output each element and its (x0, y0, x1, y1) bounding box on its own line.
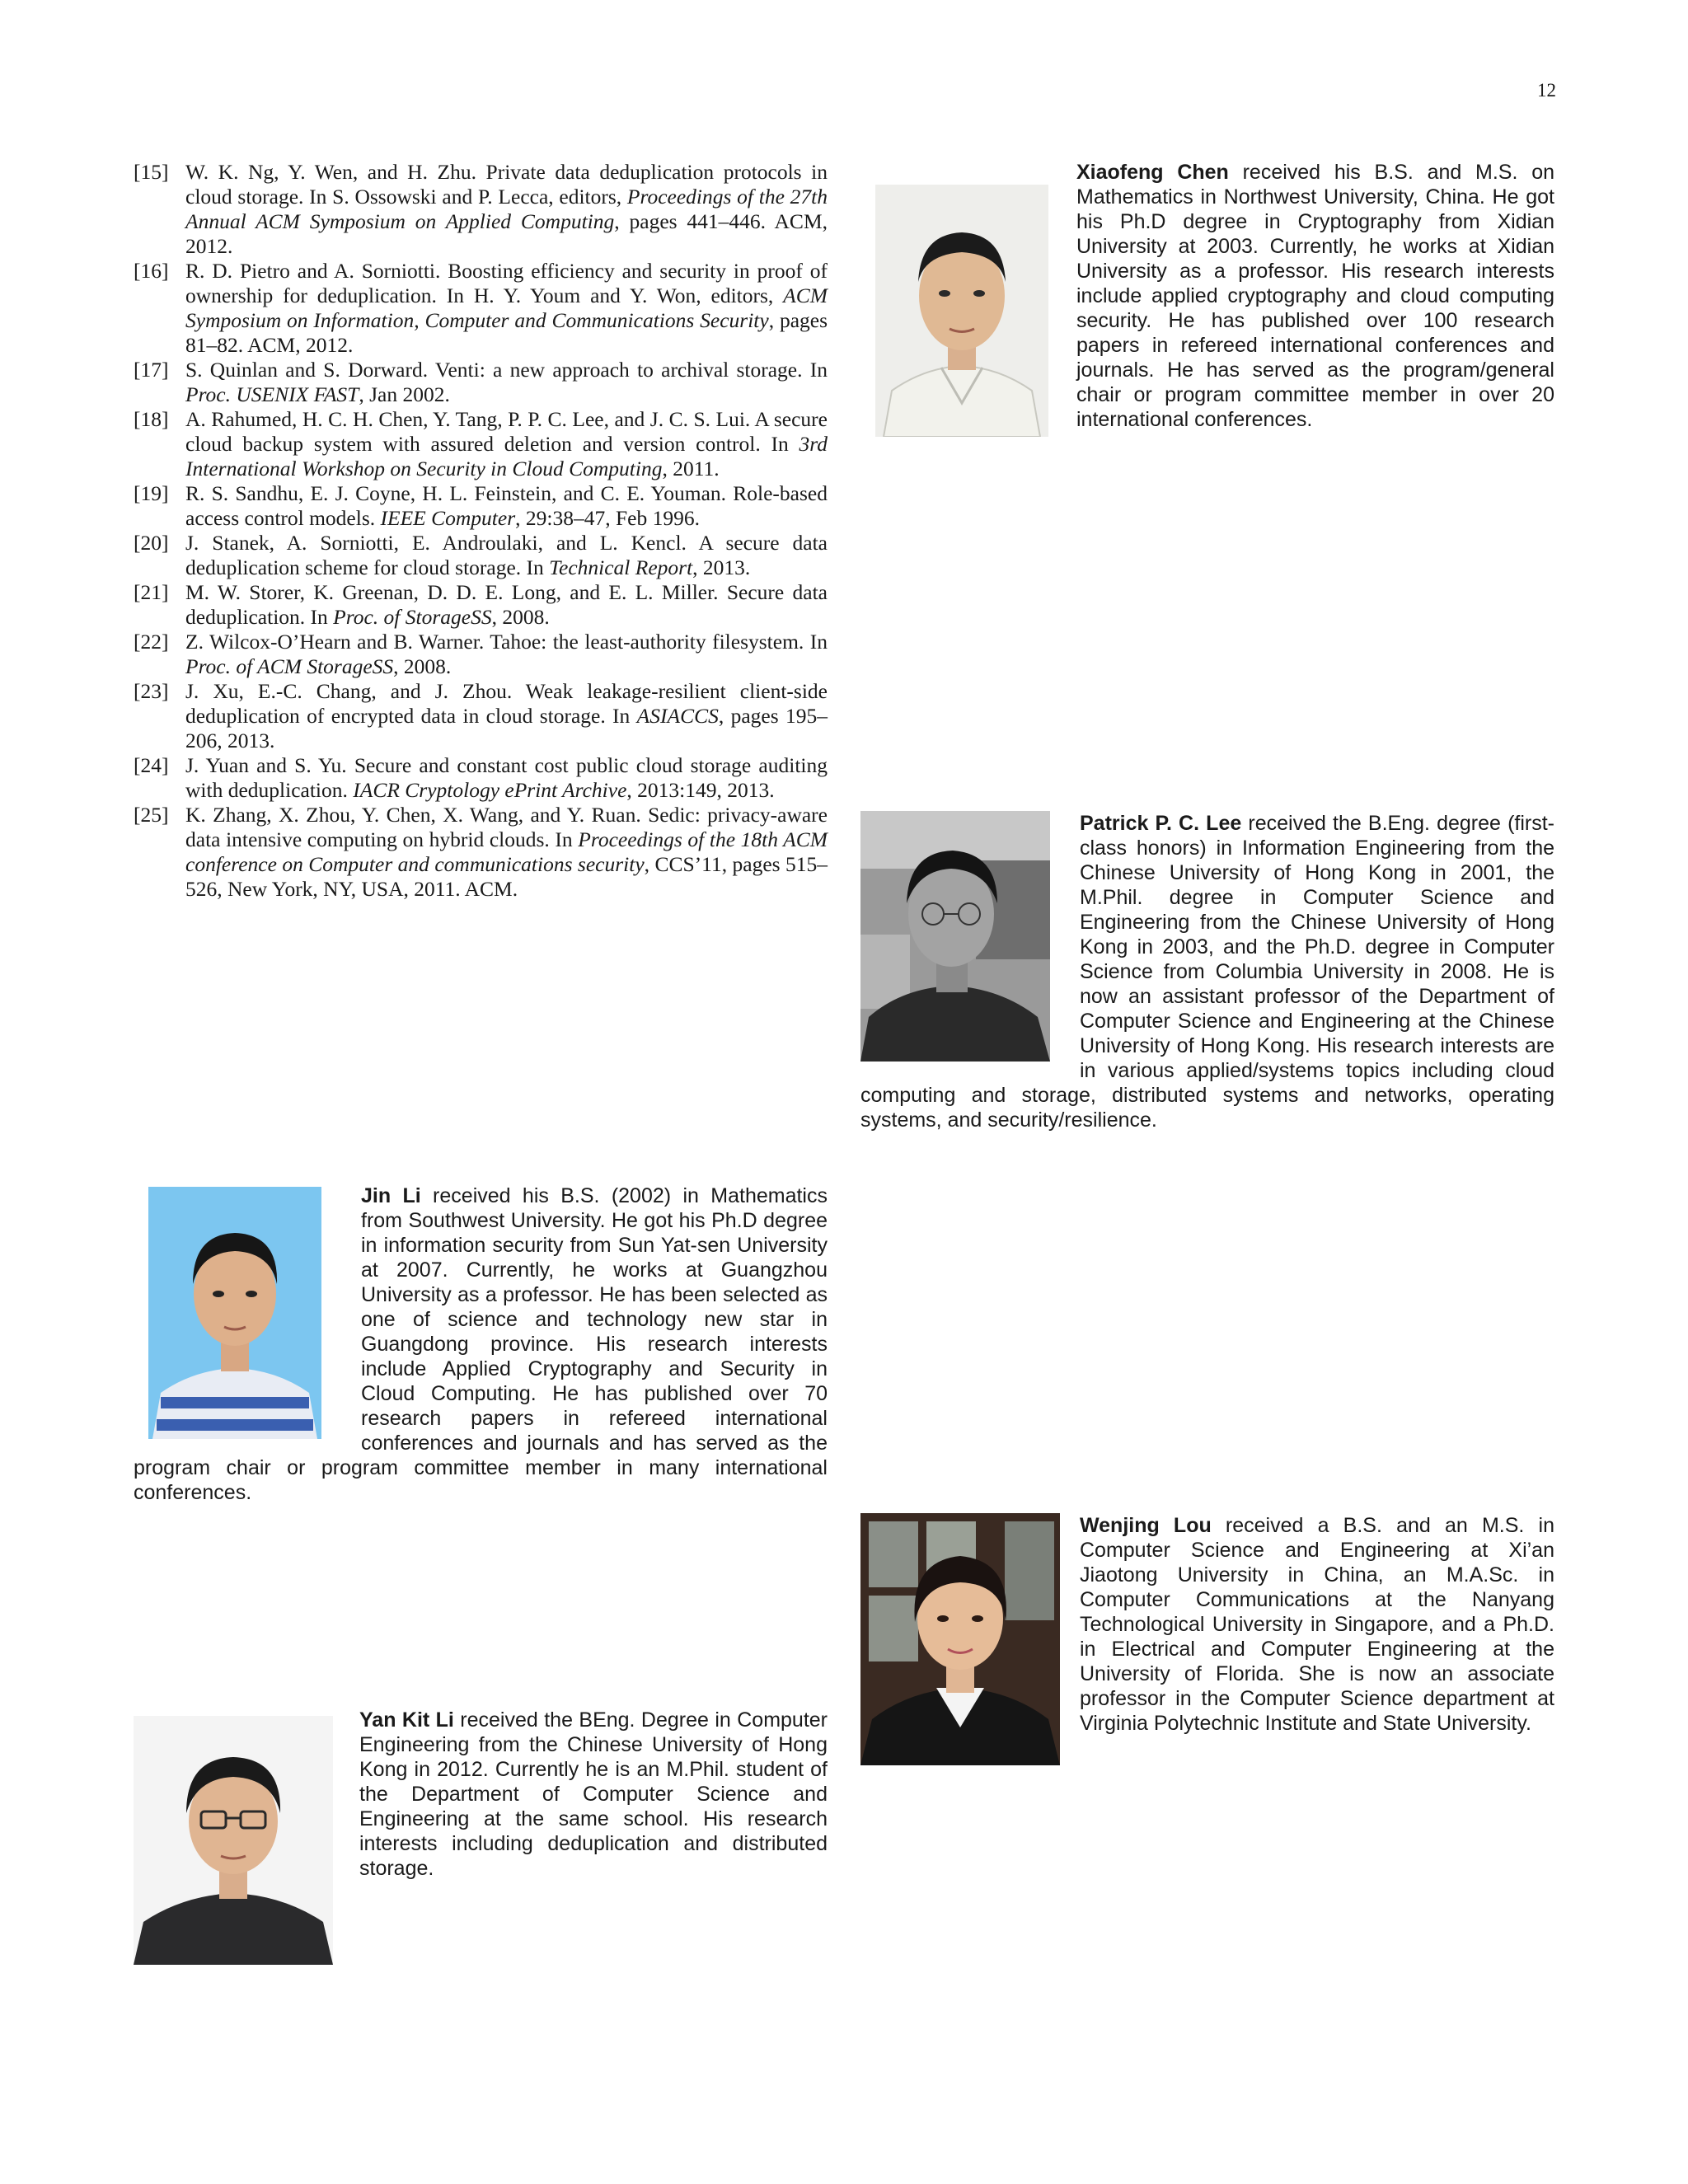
reference-venue: Proc. of StorageSS (333, 605, 492, 629)
author-name-yan-kit-li: Yan Kit Li (359, 1708, 454, 1732)
reference-segment: , 2011. (662, 457, 720, 480)
author-name-jin-li: Jin Li (361, 1184, 421, 1207)
author-name-xiaofeng-chen: Xiaofeng Chen (1076, 161, 1229, 184)
reference-segment: J. Stanek, A. Sorniotti, E. Androulaki, and L. Kencl. A secure data deduplication scheme for cloud storage. In (185, 531, 828, 579)
bio-patrick-lee (860, 811, 1554, 1132)
reference-venue: Proc. of ACM StorageSS (185, 654, 394, 678)
reference-number: [21] (134, 580, 169, 604)
reference-entry (134, 259, 828, 358)
reference-segment: A. Rahumed, H. C. H. Chen, Y. Tang, P. P. C. Lee, and J. C. S. Lui. A secure cloud backup system with assured deletion and version control. In (185, 407, 828, 456)
reference-segment: R. D. Pietro and A. Sorniotti. Boosting efficiency and security in proof of ownership for deduplication. In H. Y. Youm and Y. Won, editors, (185, 259, 828, 307)
reference-number: [24] (134, 753, 169, 777)
reference-number: [15] (134, 160, 169, 184)
reference-text (185, 630, 828, 679)
reference-segment: W. K. Ng, Y. Wen, and H. Zhu. Private data deduplication protocols in cloud storage. In S. Ossowski and P. Lecca, editors, (185, 160, 828, 209)
author-photo-yan-kit-li (134, 1716, 333, 1965)
reference-text (185, 803, 828, 902)
reference-segment: , CCS’11, pages 515–526, New York, NY, USA, 2011. ACM. (185, 852, 828, 901)
reference-segment: , 2013:149, 2013. (626, 778, 775, 802)
reference-text (185, 679, 828, 753)
reference-entry (134, 753, 828, 803)
reference-entry (134, 160, 828, 259)
reference-venue: ASIACCS (636, 704, 719, 728)
reference-text (185, 407, 828, 481)
author-photo-jin-li (148, 1187, 321, 1439)
page-number: 12 (1537, 80, 1556, 101)
reference-segment: J. Xu, E.-C. Chang, and J. Zhou. Weak leakage-resilient client-side deduplication of encrypted data in cloud storage. In (185, 679, 828, 728)
author-bio-text: received the BEng. Degree in Computer Engineering from the Chinese University of Hong Kong in 2012. Currently he is an M.Phil. student of the Department of Computer Science and Engineering at the same school. His research interests including deduplication and distributed storage. (359, 1708, 828, 1880)
author-bio-text: received his B.S. and M.S. on Mathematics in Northwest University, China. He got his Ph.D degree in Cryptography from Xidian University at 2003. Currently, he works at Xidian University as a professor. His research interests include applied cryptography and cloud computing security. He has published over 100 research papers in refereed international conferences and journals. He has served as the program/general chair or program committee member in over 20 international conferences. (1076, 161, 1554, 431)
bio-xiaofeng-chen (875, 160, 1554, 438)
reference-text (185, 259, 828, 358)
author-bio-text: received the B.Eng. degree (first-class honors) in Information Engineering from the Chinese University of Hong Kong in 2001, the M.Phil. degree in Computer Science and Engineering from the Chinese University of Hong Kong in 2003, and the Ph.D. degree in Computer Science from Columbia University in 2008. He is now an assistant professor of the Department of Computer Science and Engineering at the Chinese University of Hong Kong. His research interests are in various applied/systems topics including cloud computing and storage, distributed systems and networks, operating systems, and security/resilience. (860, 812, 1554, 1132)
reference-entry (134, 803, 828, 902)
reference-segment: , Jan 2002. (359, 382, 450, 406)
references-list (134, 160, 828, 902)
reference-segment: , 29:38–47, Feb 1996. (515, 506, 700, 530)
author-bio-text: received his B.S. (2002) in Mathematics from Southwest University. He got his Ph.D degree in information security from Sun Yat-sen University at 2007. Currently, he works at Guangzhou University as a professor. He has been selected as one of science and technology new star in Guangdong province. His research interests include Applied Cryptography and Security in Cloud Computing. He has published over 70 research papers in refereed international conferences and journals and has served as the program chair or program committee member in many international conferences. (134, 1184, 828, 1504)
reference-text (185, 753, 828, 803)
reference-segment: , 2008. (491, 605, 550, 629)
reference-entry (134, 481, 828, 531)
reference-number: [16] (134, 259, 169, 283)
reference-entry (134, 679, 828, 753)
reference-text (185, 358, 828, 407)
reference-segment: M. W. Storer, K. Greenan, D. D. E. Long, and E. L. Miller. Secure data deduplication. In (185, 580, 828, 629)
reference-segment: J. Yuan and S. Yu. Secure and constant cost public cloud storage auditing with deduplication. (185, 753, 828, 802)
reference-number: [17] (134, 358, 169, 382)
reference-entry (134, 580, 828, 630)
reference-segment: K. Zhang, X. Zhou, Y. Chen, X. Wang, and Y. Ruan. Sedic: privacy-aware data intensive computing on hybrid clouds. In (185, 803, 828, 851)
reference-number: [23] (134, 679, 169, 703)
reference-segment: , 2013. (692, 555, 751, 579)
bio-jin-li (134, 1183, 828, 1505)
author-bio-text: received a B.S. and an M.S. in Computer Science and Engineering at Xi’an Jiaotong University in China, an M.A.Sc. in Computer Communications at the Nanyang Technological University in Singapore, and a Ph.D. in Electrical and Computer Engineering at the University of Florida. She is now an associate professor in the Computer Science department at Virginia Polytechnic Institute and State University. (1080, 1514, 1554, 1735)
bio-wenjing-lou (860, 1513, 1554, 1767)
reference-segment: Z. Wilcox-O’Hearn and B. Warner. Tahoe: the least-authority filesystem. In (185, 630, 828, 654)
reference-segment: , pages 441–446. ACM, 2012. (185, 209, 828, 258)
reference-segment: , pages 81–82. ACM, 2012. (185, 308, 828, 357)
reference-venue: Proc. USENIX FAST (185, 382, 359, 406)
reference-number: [25] (134, 803, 169, 827)
reference-number: [19] (134, 481, 169, 505)
reference-venue: 3rd International Workshop on Security in Cloud Computing (185, 432, 828, 480)
reference-text (185, 481, 828, 531)
reference-number: [18] (134, 407, 169, 431)
author-name-patrick-lee: Patrick P. C. Lee (1080, 812, 1242, 835)
reference-entry (134, 407, 828, 481)
reference-entry (134, 630, 828, 679)
author-photo-xiaofeng-chen (875, 185, 1048, 437)
reference-venue: ACM Symposium on Information, Computer and Communications Security (185, 284, 828, 332)
reference-segment: , pages 195–206, 2013. (185, 704, 828, 752)
reference-number: [22] (134, 630, 169, 654)
bio-yan-kit-li (134, 1708, 828, 1966)
reference-venue: Proceedings of the 18th ACM conference on Computer and communications security (185, 827, 828, 876)
reference-text (185, 580, 828, 630)
reference-segment: , 2008. (393, 654, 452, 678)
reference-entry (134, 358, 828, 407)
reference-text (185, 160, 828, 259)
reference-number: [20] (134, 531, 169, 555)
reference-segment: S. Quinlan and S. Dorward. Venti: a new approach to archival storage. In (185, 358, 828, 382)
reference-venue: Proceedings of the 27th Annual ACM Symposium on Applied Computing (185, 185, 828, 233)
author-photo-wenjing-lou (860, 1513, 1060, 1765)
reference-venue: IEEE Computer (380, 506, 516, 530)
reference-segment: R. S. Sandhu, E. J. Coyne, H. L. Feinstein, and C. E. Youman. Role-based access control models. (185, 481, 828, 530)
author-photo-patrick-lee (860, 811, 1050, 1062)
reference-entry (134, 531, 828, 580)
reference-text (185, 531, 828, 580)
reference-venue: IACR Cryptology ePrint Archive (353, 778, 627, 802)
author-name-wenjing-lou: Wenjing Lou (1080, 1514, 1212, 1537)
reference-venue: Technical Report (549, 555, 693, 579)
